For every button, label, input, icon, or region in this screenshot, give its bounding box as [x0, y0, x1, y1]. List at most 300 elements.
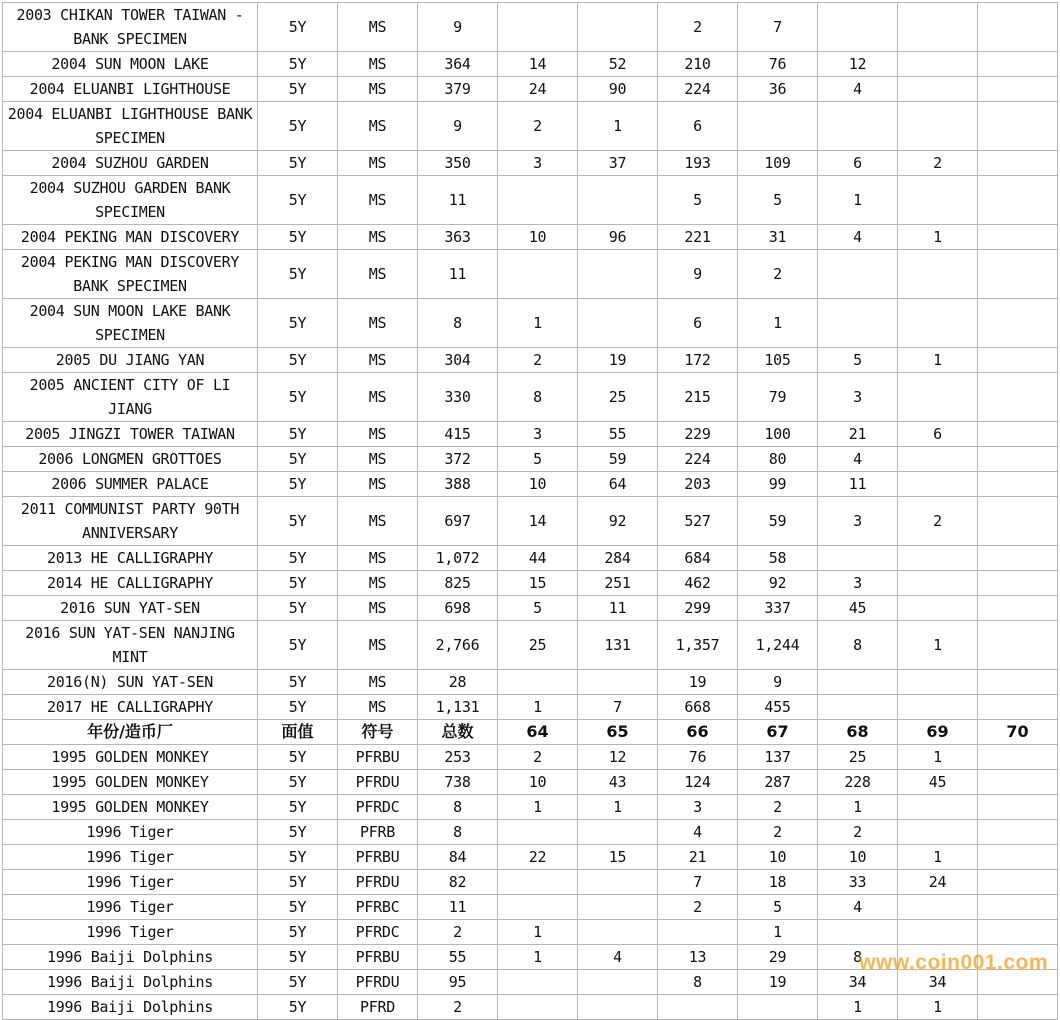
table-cell: 415 — [418, 422, 498, 447]
table-cell: MS — [338, 299, 418, 348]
table-cell — [898, 820, 978, 845]
table-cell: 4 — [658, 820, 738, 845]
table-cell: 79 — [738, 373, 818, 422]
table-cell: 1 — [498, 920, 578, 945]
table-cell: 19 — [658, 670, 738, 695]
table-cell: 5Y — [258, 571, 338, 596]
table-cell: 10 — [738, 845, 818, 870]
table-cell: 1 — [578, 102, 658, 151]
table-cell: 2 — [898, 497, 978, 546]
table-cell: 2 — [418, 995, 498, 1020]
table-cell — [978, 820, 1058, 845]
table-cell: 684 — [658, 546, 738, 571]
table-cell: 92 — [738, 571, 818, 596]
table-cell: MS — [338, 596, 418, 621]
table-cell: 6 — [898, 422, 978, 447]
table-cell: MS — [338, 102, 418, 151]
table-cell: 193 — [658, 151, 738, 176]
table-cell — [658, 995, 738, 1020]
table-cell: 52 — [578, 52, 658, 77]
table-cell: 5Y — [258, 250, 338, 299]
table-cell: 1,357 — [658, 621, 738, 670]
table-cell — [978, 250, 1058, 299]
table-cell — [498, 995, 578, 1020]
table-cell: PFRDU — [338, 870, 418, 895]
coin-name-cell: 1995 GOLDEN MONKEY — [3, 770, 258, 795]
table-row — [3, 870, 1058, 895]
table-cell: 12 — [578, 745, 658, 770]
table-row — [3, 546, 1058, 571]
table-cell — [898, 695, 978, 720]
table-cell: 109 — [738, 151, 818, 176]
table-row — [3, 995, 1058, 1020]
table-cell: 5Y — [258, 596, 338, 621]
table-header-row — [3, 720, 1058, 745]
table-cell — [898, 596, 978, 621]
table-cell: 5Y — [258, 870, 338, 895]
table-cell: 5Y — [258, 299, 338, 348]
coin-name-cell: 2005 JINGZI TOWER TAIWAN — [3, 422, 258, 447]
table-row — [3, 970, 1058, 995]
table-cell: 21 — [818, 422, 898, 447]
table-cell: 5 — [498, 596, 578, 621]
table-cell: 5Y — [258, 447, 338, 472]
table-cell: 1 — [818, 176, 898, 225]
table-cell: 337 — [738, 596, 818, 621]
table-cell: 13 — [658, 945, 738, 970]
table-cell — [498, 895, 578, 920]
table-cell: 1 — [498, 795, 578, 820]
table-cell — [978, 770, 1058, 795]
coin-name-cell: 2004 PEKING MAN DISCOVERY — [3, 225, 258, 250]
table-cell: 25 — [818, 745, 898, 770]
table-cell: MS — [338, 77, 418, 102]
coin-name-cell: 1996 Tiger — [3, 895, 258, 920]
table-cell: 5Y — [258, 621, 338, 670]
coin-name-cell: 2004 SUN MOON LAKE — [3, 52, 258, 77]
table-cell: 1 — [498, 695, 578, 720]
table-cell — [898, 3, 978, 52]
table-cell: 84 — [418, 845, 498, 870]
table-cell: MS — [338, 695, 418, 720]
table-cell: 5Y — [258, 225, 338, 250]
table-cell: 1 — [898, 995, 978, 1020]
table-cell: 4 — [818, 895, 898, 920]
table-row — [3, 845, 1058, 870]
table-cell: 6 — [658, 102, 738, 151]
table-row — [3, 348, 1058, 373]
table-cell: 698 — [418, 596, 498, 621]
table-cell — [978, 151, 1058, 176]
table-cell: 5Y — [258, 670, 338, 695]
table-cell: 825 — [418, 571, 498, 596]
table-cell: 1 — [898, 745, 978, 770]
table-cell: 2 — [818, 820, 898, 845]
table-cell: 363 — [418, 225, 498, 250]
table-row — [3, 695, 1058, 720]
table-cell — [738, 102, 818, 151]
table-cell — [898, 299, 978, 348]
table-cell: 2 — [738, 795, 818, 820]
table-cell: 284 — [578, 546, 658, 571]
table-cell: MS — [338, 571, 418, 596]
table-cell: 33 — [818, 870, 898, 895]
table-cell: 1 — [498, 299, 578, 348]
table-cell: 4 — [818, 225, 898, 250]
table-cell: 330 — [418, 373, 498, 422]
table-cell — [658, 920, 738, 945]
table-cell: 8 — [418, 820, 498, 845]
table-header-cell: 面值 — [258, 720, 338, 745]
table-cell: 5Y — [258, 945, 338, 970]
coin-name-cell: 1996 Tiger — [3, 870, 258, 895]
table-cell: 1,244 — [738, 621, 818, 670]
table-cell — [978, 102, 1058, 151]
table-cell: 12 — [818, 52, 898, 77]
table-cell: MS — [338, 348, 418, 373]
table-cell: 5Y — [258, 770, 338, 795]
table-cell — [498, 176, 578, 225]
coin-name-cell: 2016(N) SUN YAT-SEN — [3, 670, 258, 695]
table-row — [3, 151, 1058, 176]
table-cell: MS — [338, 422, 418, 447]
table-cell: 210 — [658, 52, 738, 77]
table-cell — [498, 3, 578, 52]
table-cell: MS — [338, 670, 418, 695]
table-cell: 19 — [578, 348, 658, 373]
table-cell — [898, 250, 978, 299]
table-cell — [898, 571, 978, 596]
table-cell: 76 — [738, 52, 818, 77]
table-cell — [898, 546, 978, 571]
table-row — [3, 920, 1058, 945]
site-watermark: www.coin001.com — [859, 951, 1048, 974]
table-row — [3, 299, 1058, 348]
table-cell — [578, 176, 658, 225]
table-cell: 1 — [578, 795, 658, 820]
table-header-cell: 64 — [498, 720, 578, 745]
table-cell: 6 — [658, 299, 738, 348]
table-cell: 251 — [578, 571, 658, 596]
table-cell: 14 — [498, 497, 578, 546]
table-cell: 124 — [658, 770, 738, 795]
coin-name-cell: 1996 Tiger — [3, 820, 258, 845]
table-cell — [818, 250, 898, 299]
table-cell: 7 — [578, 695, 658, 720]
table-cell: 5Y — [258, 695, 338, 720]
coin-name-cell: 1996 Baiji Dolphins — [3, 970, 258, 995]
table-cell: 131 — [578, 621, 658, 670]
table-cell: 2 — [418, 920, 498, 945]
table-cell: 2,766 — [418, 621, 498, 670]
table-cell: 221 — [658, 225, 738, 250]
table-cell: PFRDC — [338, 795, 418, 820]
table-cell — [578, 299, 658, 348]
table-cell: 5 — [498, 447, 578, 472]
table-cell: PFRBU — [338, 945, 418, 970]
table-cell — [978, 920, 1058, 945]
table-cell — [818, 102, 898, 151]
table-cell: 5Y — [258, 546, 338, 571]
table-cell: 203 — [658, 472, 738, 497]
table-cell: 9 — [418, 102, 498, 151]
table-cell: 4 — [818, 447, 898, 472]
table-cell: 10 — [498, 225, 578, 250]
table-cell: 43 — [578, 770, 658, 795]
table-cell — [578, 895, 658, 920]
table-cell: 14 — [498, 52, 578, 77]
table-cell: 3 — [498, 151, 578, 176]
table-cell — [498, 250, 578, 299]
table-cell: 350 — [418, 151, 498, 176]
table-cell: 22 — [498, 845, 578, 870]
table-cell: 25 — [498, 621, 578, 670]
table-cell: 34 — [898, 970, 978, 995]
table-cell: 3 — [818, 497, 898, 546]
table-cell: 287 — [738, 770, 818, 795]
table-row — [3, 373, 1058, 422]
table-cell: 4 — [578, 945, 658, 970]
table-cell: PFRDC — [338, 920, 418, 945]
table-cell: 299 — [658, 596, 738, 621]
table-cell — [578, 820, 658, 845]
table-row — [3, 225, 1058, 250]
table-cell: MS — [338, 546, 418, 571]
table-cell: 304 — [418, 348, 498, 373]
table-row — [3, 52, 1058, 77]
coin-name-cell: 2016 SUN YAT-SEN — [3, 596, 258, 621]
table-cell: 5 — [738, 895, 818, 920]
table-cell: 3 — [658, 795, 738, 820]
table-header-cell: 68 — [818, 720, 898, 745]
table-cell: MS — [338, 621, 418, 670]
table-cell: 31 — [738, 225, 818, 250]
coin-name-cell: 1996 Tiger — [3, 920, 258, 945]
table-cell: 18 — [738, 870, 818, 895]
table-cell: 10 — [498, 472, 578, 497]
table-cell — [498, 970, 578, 995]
table-cell: 253 — [418, 745, 498, 770]
table-cell: 1,072 — [418, 546, 498, 571]
table-cell — [978, 3, 1058, 52]
table-cell — [978, 447, 1058, 472]
table-header-cell: 69 — [898, 720, 978, 745]
coin-name-cell: 1995 GOLDEN MONKEY — [3, 795, 258, 820]
table-cell: 137 — [738, 745, 818, 770]
coin-name-cell: 1996 Baiji Dolphins — [3, 945, 258, 970]
table-cell: MS — [338, 472, 418, 497]
table-cell: 2 — [738, 820, 818, 845]
table-cell: 58 — [738, 546, 818, 571]
table-cell: 738 — [418, 770, 498, 795]
table-cell: 2 — [498, 745, 578, 770]
table-cell — [818, 299, 898, 348]
table-cell: 59 — [578, 447, 658, 472]
table-cell: 1 — [818, 795, 898, 820]
table-cell: 5 — [818, 348, 898, 373]
table-cell: 11 — [818, 472, 898, 497]
table-cell: 2 — [898, 151, 978, 176]
coin-name-cell: 2004 SUZHOU GARDEN BANK SPECIMEN — [3, 176, 258, 225]
table-cell — [898, 176, 978, 225]
table-cell: 5Y — [258, 176, 338, 225]
table-cell — [978, 970, 1058, 995]
table-cell: MS — [338, 497, 418, 546]
coin-name-cell: 2004 SUZHOU GARDEN — [3, 151, 258, 176]
coin-name-cell: 1996 Tiger — [3, 845, 258, 870]
table-cell: 5Y — [258, 472, 338, 497]
coin-name-cell: 2003 CHIKAN TOWER TAIWAN - BANK SPECIMEN — [3, 3, 258, 52]
table-cell: 228 — [818, 770, 898, 795]
table-cell: 80 — [738, 447, 818, 472]
table-cell: 19 — [738, 970, 818, 995]
table-cell: 11 — [418, 250, 498, 299]
table-cell: 96 — [578, 225, 658, 250]
table-cell: 1 — [898, 348, 978, 373]
table-header-cell: 66 — [658, 720, 738, 745]
table-cell — [578, 870, 658, 895]
coin-name-cell: 2016 SUN YAT-SEN NANJING MINT — [3, 621, 258, 670]
table-cell — [978, 895, 1058, 920]
table-header-cell: 67 — [738, 720, 818, 745]
table-cell: 5Y — [258, 795, 338, 820]
table-row — [3, 447, 1058, 472]
table-cell — [978, 695, 1058, 720]
table-cell: 224 — [658, 447, 738, 472]
table-cell — [978, 373, 1058, 422]
table-cell — [898, 795, 978, 820]
table-cell: 44 — [498, 546, 578, 571]
table-cell: 100 — [738, 422, 818, 447]
table-header-cell: 符号 — [338, 720, 418, 745]
table-cell: 5Y — [258, 497, 338, 546]
table-cell: 388 — [418, 472, 498, 497]
table-cell: 5Y — [258, 77, 338, 102]
table-cell — [738, 995, 818, 1020]
table-cell: MS — [338, 447, 418, 472]
table-row — [3, 945, 1058, 970]
coin-name-cell: 2011 COMMUNIST PARTY 90TH ANNIVERSARY — [3, 497, 258, 546]
table-cell: 668 — [658, 695, 738, 720]
table-cell — [978, 472, 1058, 497]
table-cell — [978, 571, 1058, 596]
table-cell — [978, 497, 1058, 546]
table-cell — [978, 945, 1058, 970]
table-cell: PFRDU — [338, 970, 418, 995]
table-cell: 76 — [658, 745, 738, 770]
table-cell: 8 — [818, 621, 898, 670]
table-cell — [898, 77, 978, 102]
table-cell: 5Y — [258, 151, 338, 176]
table-cell: 224 — [658, 77, 738, 102]
table-cell: 364 — [418, 52, 498, 77]
table-row — [3, 596, 1058, 621]
table-cell: 462 — [658, 571, 738, 596]
table-cell: MS — [338, 3, 418, 52]
table-cell: 5Y — [258, 845, 338, 870]
coin-name-cell: 1996 Baiji Dolphins — [3, 995, 258, 1020]
table-cell: PFRBU — [338, 845, 418, 870]
table-cell: 9 — [658, 250, 738, 299]
table-cell: 5Y — [258, 995, 338, 1020]
table-cell — [898, 670, 978, 695]
table-cell: 3 — [498, 422, 578, 447]
table-cell: 5Y — [258, 52, 338, 77]
table-cell — [978, 176, 1058, 225]
table-cell: PFRB — [338, 820, 418, 845]
table-row — [3, 102, 1058, 151]
table-header-cell: 65 — [578, 720, 658, 745]
table-cell: 5Y — [258, 3, 338, 52]
table-cell — [578, 995, 658, 1020]
table-cell — [978, 845, 1058, 870]
table-cell: MS — [338, 250, 418, 299]
table-cell: 9 — [418, 3, 498, 52]
table-cell — [498, 670, 578, 695]
table-cell — [578, 970, 658, 995]
table-cell: 1 — [498, 945, 578, 970]
table-cell: MS — [338, 176, 418, 225]
table-cell: 2 — [658, 895, 738, 920]
table-row — [3, 670, 1058, 695]
coin-name-cell: 2004 SUN MOON LAKE BANK SPECIMEN — [3, 299, 258, 348]
table-cell: PFRD — [338, 995, 418, 1020]
table-cell: 55 — [418, 945, 498, 970]
table-cell — [818, 3, 898, 52]
coin-name-cell: 2005 ANCIENT CITY OF LI JIANG — [3, 373, 258, 422]
table-cell: 2 — [498, 102, 578, 151]
table-cell: 1 — [898, 845, 978, 870]
table-row — [3, 250, 1058, 299]
table-row — [3, 77, 1058, 102]
table-cell: 7 — [658, 870, 738, 895]
table-cell: 45 — [898, 770, 978, 795]
table-cell: 37 — [578, 151, 658, 176]
table-cell: 99 — [738, 472, 818, 497]
table-cell: 5 — [738, 176, 818, 225]
table-cell: 5Y — [258, 895, 338, 920]
table-cell — [578, 3, 658, 52]
coin-name-cell: 2017 HE CALLIGRAPHY — [3, 695, 258, 720]
table-cell: MS — [338, 373, 418, 422]
table-header-cell: 70 — [978, 720, 1058, 745]
table-cell: 1 — [898, 621, 978, 670]
table-cell — [898, 447, 978, 472]
table-cell: 24 — [898, 870, 978, 895]
table-cell: 21 — [658, 845, 738, 870]
table-row — [3, 176, 1058, 225]
coin-name-cell: 2004 PEKING MAN DISCOVERY BANK SPECIMEN — [3, 250, 258, 299]
table-cell: 1 — [898, 225, 978, 250]
coin-name-cell: 2004 ELUANBI LIGHTHOUSE — [3, 77, 258, 102]
table-cell: 172 — [658, 348, 738, 373]
table-cell — [978, 995, 1058, 1020]
table-cell: 8 — [658, 970, 738, 995]
table-cell: PFRBC — [338, 895, 418, 920]
table-row — [3, 795, 1058, 820]
table-cell — [898, 52, 978, 77]
table-cell: 1 — [738, 299, 818, 348]
table-cell: 95 — [418, 970, 498, 995]
table-cell — [898, 895, 978, 920]
table-row — [3, 497, 1058, 546]
table-cell: 5Y — [258, 920, 338, 945]
table-cell: 36 — [738, 77, 818, 102]
table-cell: 55 — [578, 422, 658, 447]
table-cell: 5Y — [258, 820, 338, 845]
table-cell: PFRBU — [338, 745, 418, 770]
table-cell: 2 — [738, 250, 818, 299]
